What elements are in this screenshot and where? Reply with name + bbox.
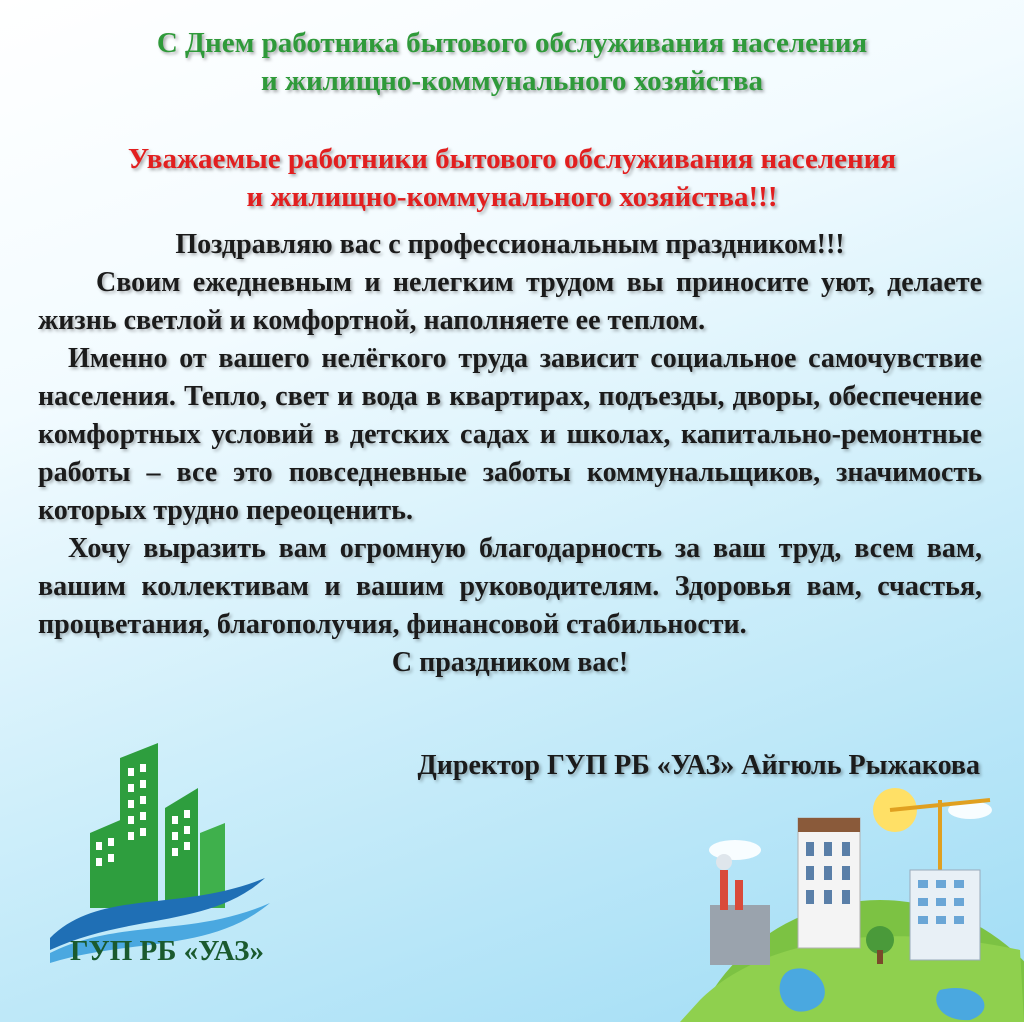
header-title — [0, 24, 1024, 100]
greeting-line-1: Уважаемые работники бытового обслуживания населения — [127, 143, 897, 175]
logo-text: ГУП РБ «УАЗ» — [70, 935, 264, 967]
congrats-line: Поздравляю вас с профессиональным праздником!!! — [175, 229, 845, 260]
paragraph-3: Хочу выразить вам огромную благодарность за ваш труд, всем вам, вашим коллективам и вашим руководителям. Здоровья вам, счастья, процветания, благополучия, финансовой стабильности. — [38, 533, 982, 640]
header-line-2: и жилищно-коммунального хозяйства — [260, 65, 763, 97]
message-body — [38, 226, 982, 682]
signature: Директор ГУП РБ «УАЗ» Айгюль Рыжакова — [417, 750, 980, 781]
closing-line: С праздником вас! — [391, 647, 629, 678]
greeting-title — [0, 140, 1024, 216]
header-line-1: С Днем работника бытового обслуживания населения — [156, 27, 868, 59]
greeting-line-2: и жилищно-коммунального хозяйства!!! — [246, 181, 778, 213]
paragraph-2: Именно от вашего нелёгкого труда зависит социальное самочувствие населения. Тепло, свет и вода в квартирах, подъезды, дворы, обеспечение комфортных условий в детских садах и школах, капитально-ремонтные работы – все это повседневные заботы коммунальщиков, значимость которых трудно переоценить. — [38, 343, 982, 526]
city-globe-illustration-icon — [640, 770, 1024, 1022]
paragraph-1: Своим ежедневным и нелегким трудом вы приносите уют, делаете жизнь светлой и комфортной, наполняете ее теплом. — [38, 267, 982, 336]
